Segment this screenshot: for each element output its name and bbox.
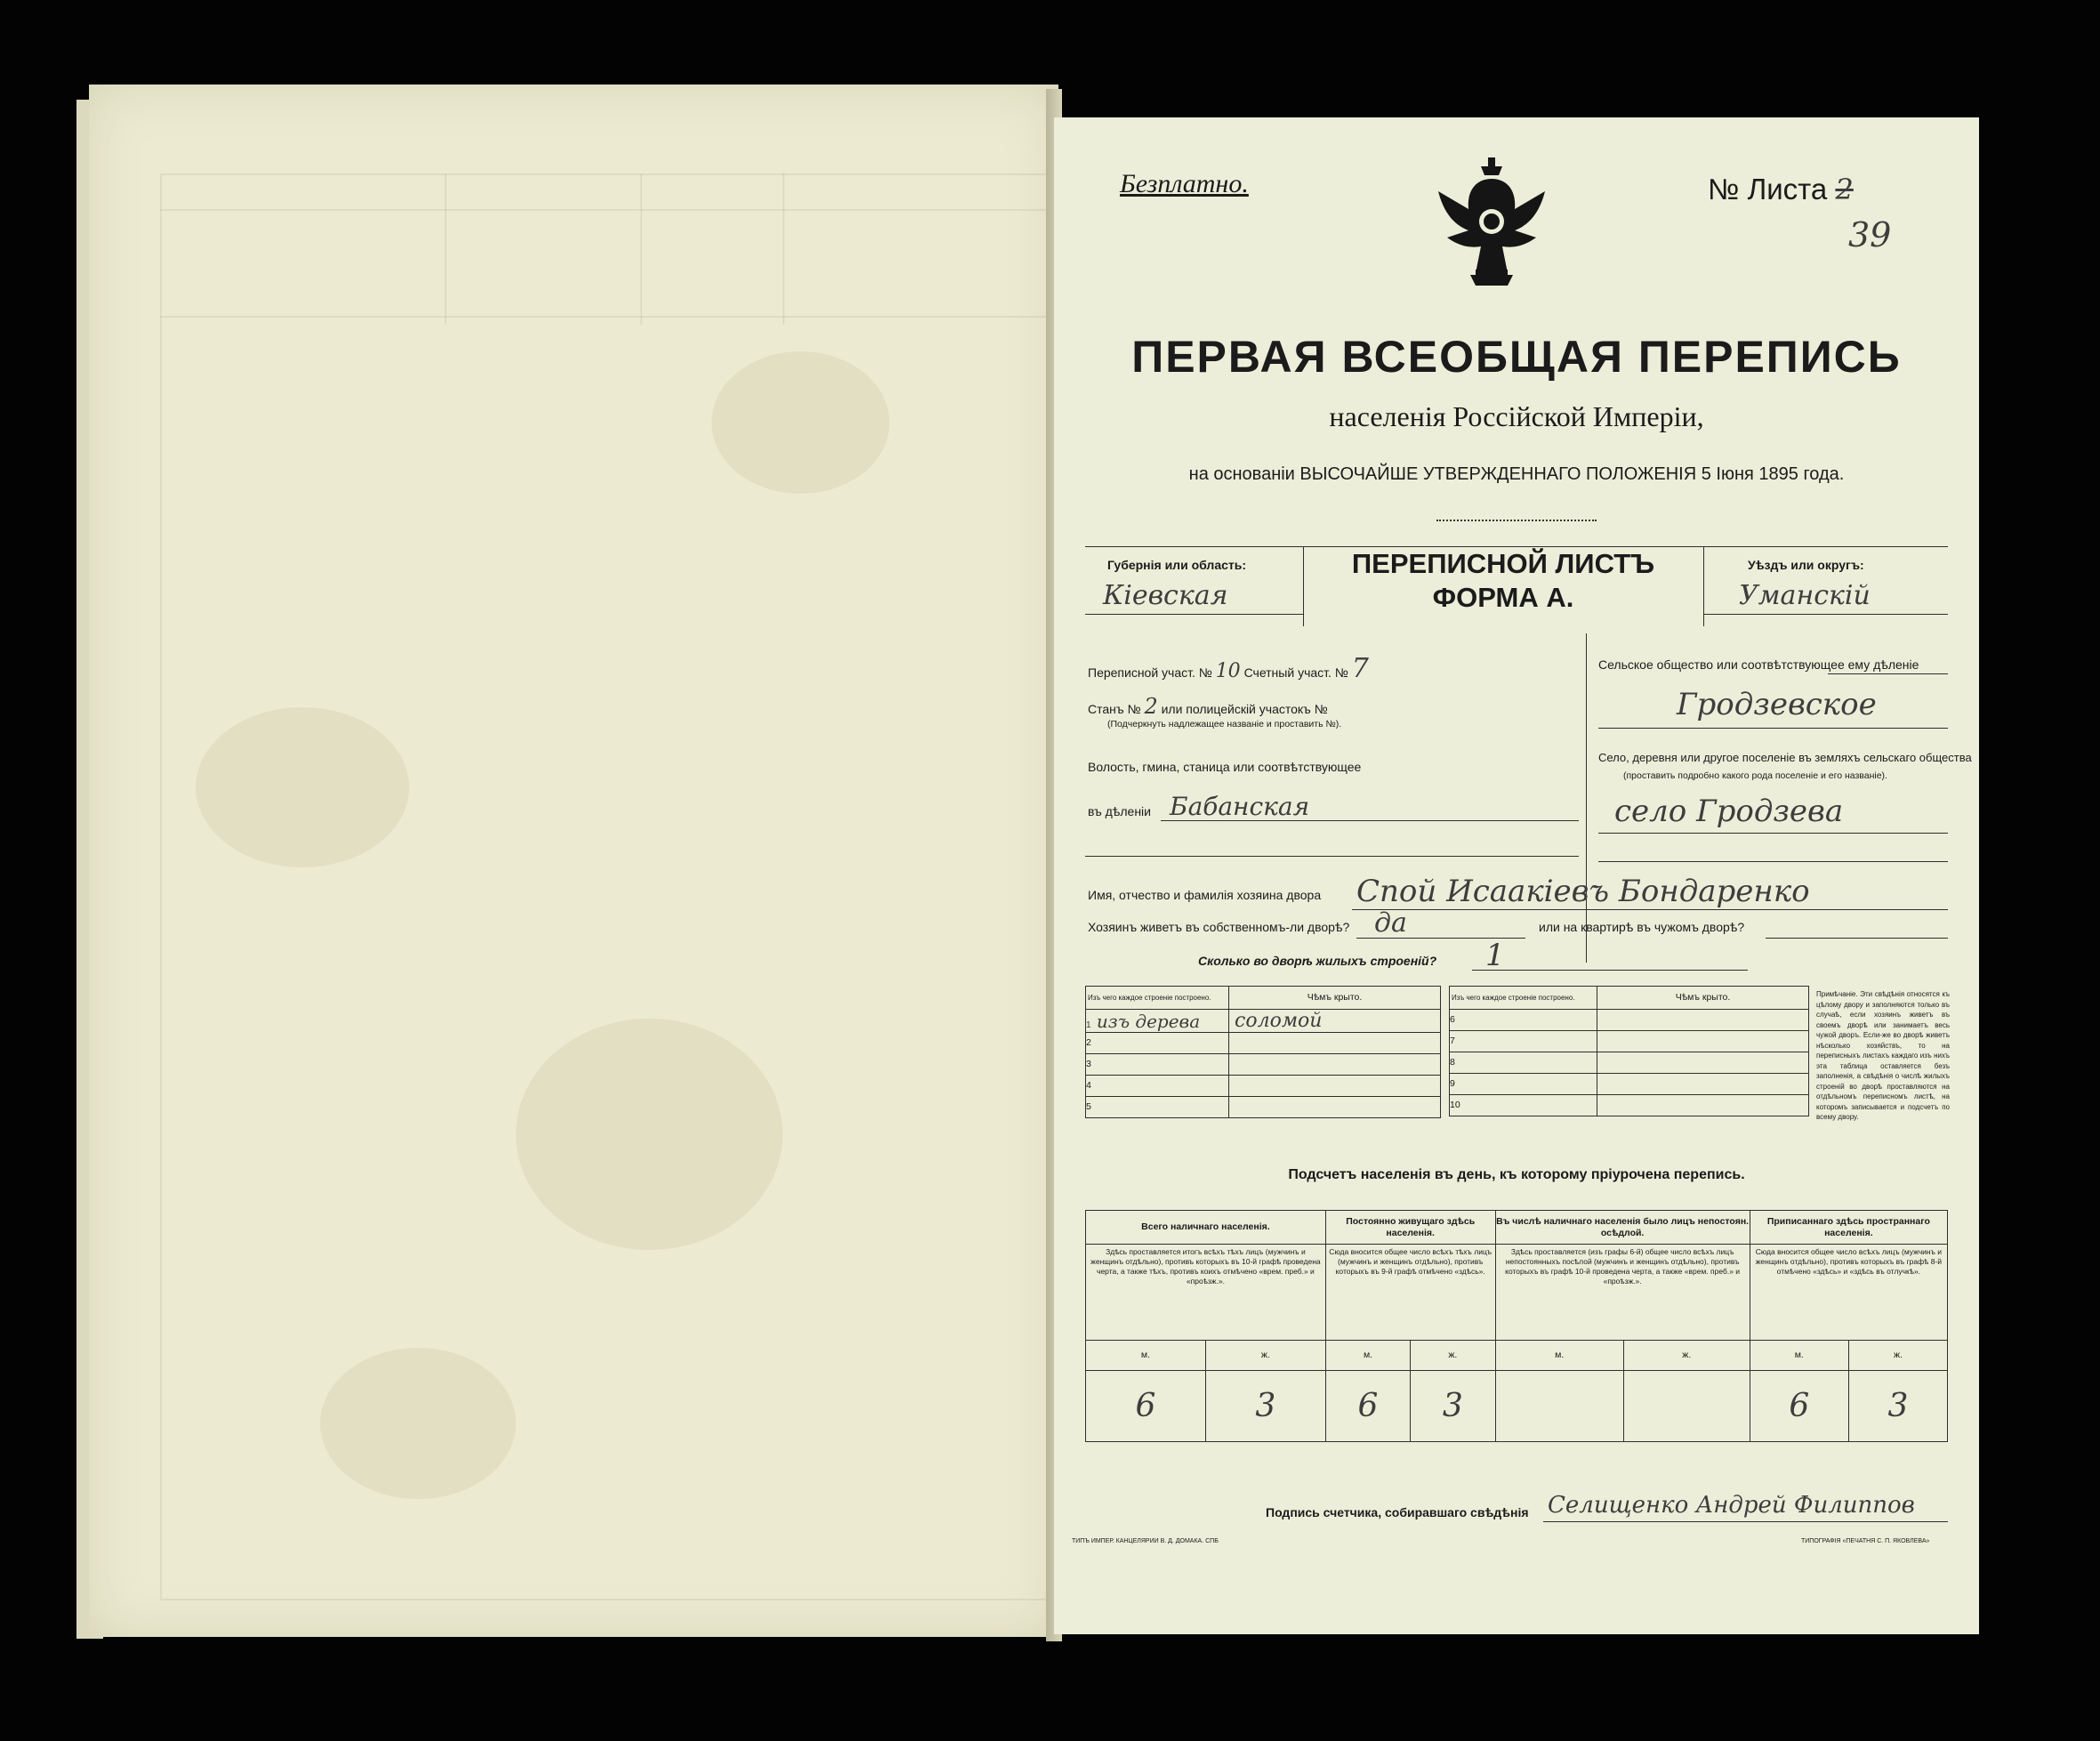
form-name: ПЕРЕПИСНОЙ ЛИСТЪ (1351, 548, 1655, 579)
imperial-eagle-emblem (1435, 157, 1549, 287)
group-head-registered: Приписаннаго здѣсь пространнаго населенія. (1750, 1211, 1947, 1245)
stan-note: (Подчеркнуть надлежащее названіе и проставить №). (1107, 719, 1342, 729)
male-header: м. (1086, 1341, 1206, 1371)
buildings-value: 1 (1485, 938, 1505, 973)
table-row: 10 (1450, 1095, 1809, 1116)
table-row: 9 (1450, 1074, 1809, 1095)
table-row: 7 (1450, 1031, 1809, 1052)
imprint-right: ТИПОГРАФІЯ «ПЕЧАТНЯ С. П. ЯКОВЛЕВА» (1801, 1538, 1930, 1544)
buildings-table-left (1085, 986, 1441, 1118)
buildings-label: Сколько во дворѣ жилыхъ строеній? (1198, 954, 1437, 968)
apartment-label: или на квартирѣ въ чужомъ дворѣ? (1539, 920, 1745, 934)
uezd-value: Уманскій (1739, 580, 1871, 611)
group-head-nonresident: Въ числѣ наличнаго населенія было лицъ непостоян. осѣдлой. (1495, 1211, 1750, 1245)
count-nonresident-male (1495, 1371, 1623, 1442)
group-head-permanent: Постоянно живущаго здѣсь населенія. (1325, 1211, 1495, 1245)
owner-label: Имя, отчество и фамилія хозяина двора (1088, 888, 1322, 902)
count-permanent-male: 6 (1325, 1371, 1410, 1442)
count-registered-female: 3 (1848, 1371, 1947, 1442)
group-desc: Сюда вносится общее число всѣхъ тѣхъ лицъ (мужчинъ и женщинъ отдѣльно), противъ которыхъ въ 9-й графѣ отмѣчено «здѣсь». (1325, 1245, 1495, 1341)
district-field: Переписной участ. № 10 Счетный участ. № 7 (1088, 653, 1369, 684)
population-title: Подсчетъ населенія въ день, къ которому пріурочена перепись. (1288, 1167, 1745, 1182)
group-desc: Сюда вносится общее число всѣхъ лицъ (мужчинъ и женщинъ отдѣльно), противъ которыхъ въ графѣ 8-й отмѣчено «здѣсь» и «здѣсь въ отлучкѣ». (1750, 1245, 1947, 1341)
ornament-divider (1436, 520, 1597, 521)
imprint-left: ТИПЪ ИМПЕР. КАНЦЕЛЯРИИ В. Д. ДОМАКА. СПБ (1072, 1538, 1219, 1544)
village-value: село Гродзева (1614, 794, 1844, 829)
signature-label: Подпись счетчика, собиравшаго свѣдѣнія (1266, 1505, 1529, 1519)
uezd-label: Уѣздъ или округъ: (1748, 558, 1864, 572)
table-row: 3 (1086, 1054, 1441, 1076)
count-present-male: 6 (1086, 1371, 1206, 1442)
table-row: 5 (1086, 1097, 1441, 1118)
free-of-charge-label: Безплатно. (1120, 169, 1249, 198)
own-yard-value: да (1374, 907, 1407, 939)
table-row: 6 (1450, 1010, 1809, 1031)
col-roof-header: Чѣмъ крыто. (1229, 987, 1441, 1010)
gubernia-value: Кіевская (1103, 580, 1228, 611)
society-value: Гродзевское (1677, 687, 1877, 722)
count-registered-male: 6 (1750, 1371, 1848, 1442)
gubernia-label: Губернія или область: (1107, 558, 1247, 572)
form-type: ФОРМА А. (1432, 582, 1574, 613)
stan-field: Станъ № 2 или полицейскій участокъ № (1088, 694, 1328, 719)
female-header: ж. (1205, 1341, 1325, 1371)
volost-value: Бабанская (1170, 792, 1310, 821)
volost-label: Волость, гмина, станица или соотвѣтствующее (1088, 760, 1362, 774)
village-note: (проставить подробно какого рода поселеніе и его названіе). (1623, 770, 1887, 781)
census-basis: на основаніи ВЫСОЧАЙШЕ УТВЕРЖДЕННАГО ПОЛОЖЕНІЯ 5 Іюня 1895 года. (1188, 464, 1845, 484)
table-row: 8 (1450, 1052, 1809, 1074)
buildings-note: Примѣчаніе. Эти свѣдѣнія относятся къ цѣлому двору и заполняются только въ случаѣ, если хозяинъ живетъ въ своемъ дворѣ или занимаетъ весь чужой дворъ. Если-же во дворѣ живетъ нѣсколько хозяйствъ, то на переписныхъ листахъ каждаго изъ нихъ эта таблица оставляется безъ заполненія, а свѣдѣнія о числѣ жилыхъ строеній во дворѣ проставляются на отдѣльномъ переписномъ листѣ, на которомъ записывается и подсчетъ по всему двору. (1816, 990, 1950, 1121)
group-desc: Здѣсь проставляется итогъ всѣхъ тѣхъ лицъ (мужчинъ и женщинъ отдѣльно), противъ которыхъ въ 10-й графѣ проведена черта, а также тѣхъ, противъ коихъ отмѣчено «врем. преб.» и «проѣзж.». (1086, 1245, 1326, 1341)
col-material-header: Изъ чего каждое строеніе построено. (1086, 987, 1229, 1010)
census-subtitle: населенія Россійской Имперіи, (1329, 400, 1704, 432)
village-label: Село, деревня или другое поселеніе въ земляхъ сельскаго общества (1598, 751, 1972, 764)
count-permanent-female: 3 (1411, 1371, 1495, 1442)
volost-label-2: въ дѣленіи (1088, 804, 1151, 818)
own-yard-label: Хозяинъ живетъ въ собственномъ-ли дворѣ? (1088, 920, 1350, 934)
signature-value: Селищенко Андрей Филиппов (1548, 1492, 1915, 1519)
population-counts-row (1086, 1371, 1948, 1442)
table-row: 1 изъ дерева соломой (1086, 1010, 1441, 1033)
archive-number: 39 (1848, 215, 1892, 254)
group-head-present: Всего наличнаго населенія. (1086, 1211, 1326, 1245)
sheet-number-value: 2 (1835, 173, 1854, 206)
census-title: ПЕРВАЯ ВСЕОБЩАЯ ПЕРЕПИСЬ (1131, 332, 1902, 382)
count-present-female: 3 (1205, 1371, 1325, 1442)
table-row: 2 (1086, 1033, 1441, 1054)
table-row: 4 (1086, 1076, 1441, 1097)
sheet-number-label: № Листа 2 (1708, 173, 1854, 206)
owner-value: Спой Исаакіевъ Бондаренко (1356, 874, 1810, 909)
group-desc: Здѣсь проставляется (изъ графы 6-й) общее число всѣхъ лицъ непостоянныхъ посѣлой (мужчинъ и женщинъ отдѣльно), противъ которыхъ въ графѣ 10-й проведена черта, а также «врем. преб.» и «проѣзж.». (1495, 1245, 1750, 1341)
population-table: Всего наличнаго населенія. Постоянно живущаго здѣсь населенія. Въ числѣ наличнаго населенія было лицъ непостоян. осѣдлой. Приписаннаго здѣсь пространнаго населенія. Здѣсь проставляется итогъ всѣхъ тѣхъ лицъ (мужчинъ и женщинъ отдѣльно), противъ которыхъ въ 10-й графѣ проведена черта, а также тѣхъ, противъ коихъ отмѣчено «врем. преб.» и «проѣзж.». Сюда вносится общее число всѣхъ тѣхъ лицъ (мужчинъ и женщинъ отдѣльно), противъ которыхъ въ 9-й графѣ отмѣчено «здѣсь». Здѣсь проставляется (изъ графы 6-й) общее число всѣхъ лицъ непостоянныхъ посѣлой (мужчинъ и женщинъ отдѣльно), противъ которыхъ въ графѣ 10-й проведена черта, а также «врем. преб.» и «проѣзж.». Сюда вносится общее число всѣхъ лицъ (мужчинъ и женщинъ отдѣльно), противъ которыхъ въ графѣ 8-й отмѣчено «здѣсь» и «здѣсь въ отлучкѣ». м. ж. м. ж. м. ж. м. ж. 6 3 6 3 6 3 (1085, 1210, 1948, 1442)
count-nonresident-female (1623, 1371, 1750, 1442)
buildings-table-right: Изъ чего каждое строеніе построено. Чѣмъ крыто. 6 7 8 9 10 (1449, 986, 1809, 1116)
society-label: Сельское общество или соотвѣтствующее ему дѣленіе (1598, 657, 1919, 672)
left-page (89, 85, 1058, 1637)
census-form-page (1054, 117, 1979, 1634)
